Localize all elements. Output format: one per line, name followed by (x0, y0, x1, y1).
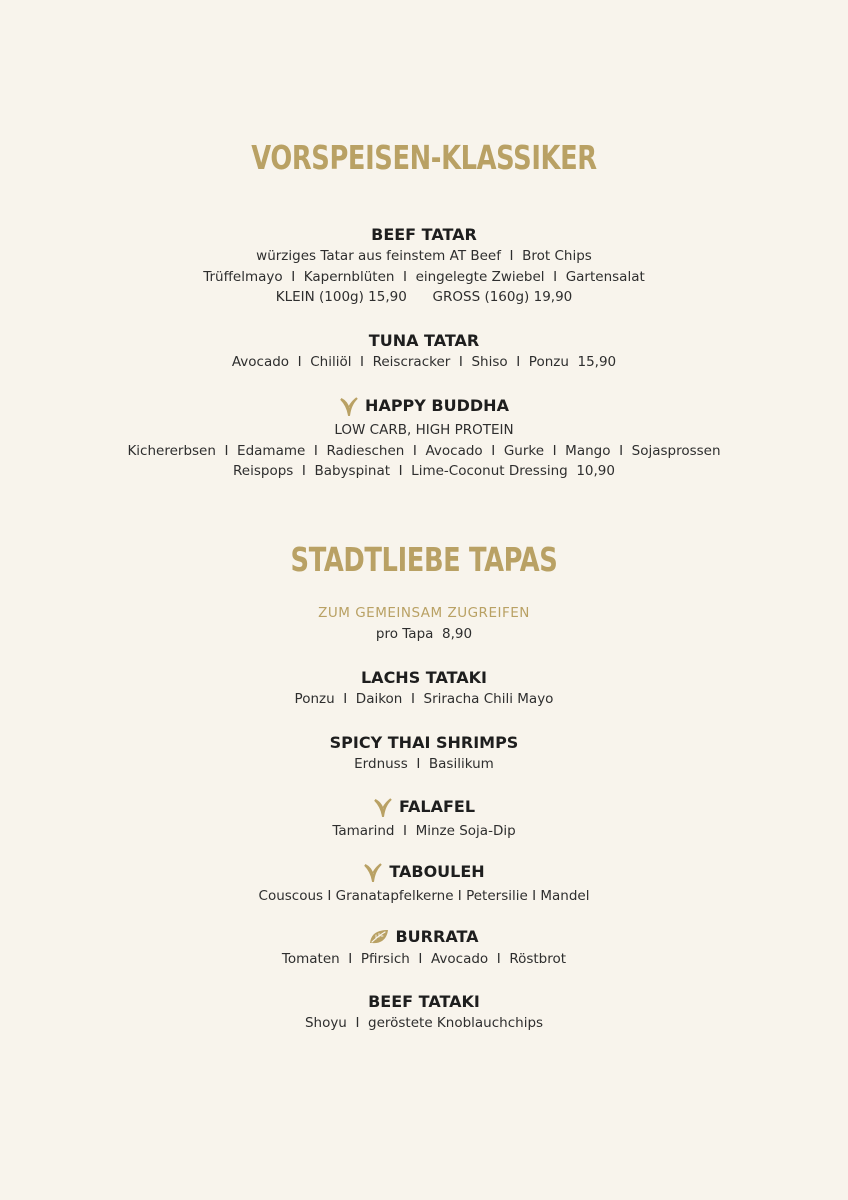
item-name: TABOULEH (389, 862, 485, 881)
item-name-row (369, 926, 478, 948)
item-name-row (339, 395, 509, 417)
vegan-sprout-icon (339, 396, 359, 416)
menu-item-tabouleh (0, 861, 848, 907)
menu-item-beef-tatar (0, 224, 848, 308)
item-name-row (363, 861, 484, 883)
item-description: Reispops I Babyspinat I Lime-Coconut Dressing 10,90 (233, 463, 615, 479)
item-description: Shoyu I geröstete Knoblauchchips (304, 1015, 544, 1031)
tapas-intro (0, 603, 848, 645)
vegan-sprout-icon (363, 862, 383, 882)
menu-item-lachs-tataki (0, 667, 848, 710)
menu-item-spicy-thai-shrimps (0, 732, 848, 775)
item-description: Kichererbsen I Edamame I Radieschen I Avocado I Gurke I Mango I Sojasprossen (127, 442, 721, 459)
section-subtitle: ZUM GEMEINSAM ZUGREIFEN (318, 605, 530, 621)
item-name: HAPPY BUDDHA (365, 396, 509, 415)
item-price: KLEIN (100g) 15,90 GROSS (160g) 19,90 (275, 289, 573, 305)
item-name: FALAFEL (398, 797, 476, 816)
section-title-tapas: STADTLIEBE TAPAS (290, 540, 558, 579)
item-description: Erdnuss I Basilikum (354, 756, 494, 772)
item-description: Avocado I Chiliöl I Reiscracker I Shiso I Ponzu 15,90 (231, 354, 617, 370)
item-description: Tomaten I Pfirsich I Avocado I Röstbrot (281, 951, 567, 967)
item-description: Tamarind I Minze Soja-Dip (332, 823, 516, 839)
menu-item-beef-tataki (0, 991, 848, 1034)
item-name: SPICY THAI SHRIMPS (329, 733, 519, 752)
item-description: Ponzu I Daikon I Sriracha Chili Mayo (294, 691, 554, 707)
item-description: würziges Tatar aus feinstem AT Beef I Brot Chips (256, 248, 592, 264)
menu-item-falafel (0, 796, 848, 842)
item-name: BEEF TATAR (371, 225, 477, 244)
item-name: LACHS TATAKI (360, 668, 488, 687)
item-tagline: LOW CARB, HIGH PROTEIN (334, 422, 514, 438)
menu-item-tuna-tatar (0, 330, 848, 373)
item-description: Trüffelmayo I Kapernblüten I eingelegte Zwiebel I Gartensalat (203, 268, 645, 285)
price-note: pro Tapa 8,90 (375, 626, 473, 642)
menu-item-happy-buddha (0, 395, 848, 482)
vegan-sprout-icon (373, 797, 393, 817)
section-title-vorspeisen: VORSPEISEN-KLASSIKER (251, 138, 597, 177)
item-name: TUNA TATAR (368, 331, 480, 350)
item-name: BEEF TATAKI (368, 992, 480, 1011)
vegetarian-leaf-icon (369, 929, 389, 945)
item-name-row (373, 796, 475, 818)
item-name: BURRATA (395, 927, 479, 946)
item-description: Couscous I Granatapfelkerne I Petersilie I Mandel (258, 888, 590, 904)
menu-item-burrata (0, 926, 848, 970)
